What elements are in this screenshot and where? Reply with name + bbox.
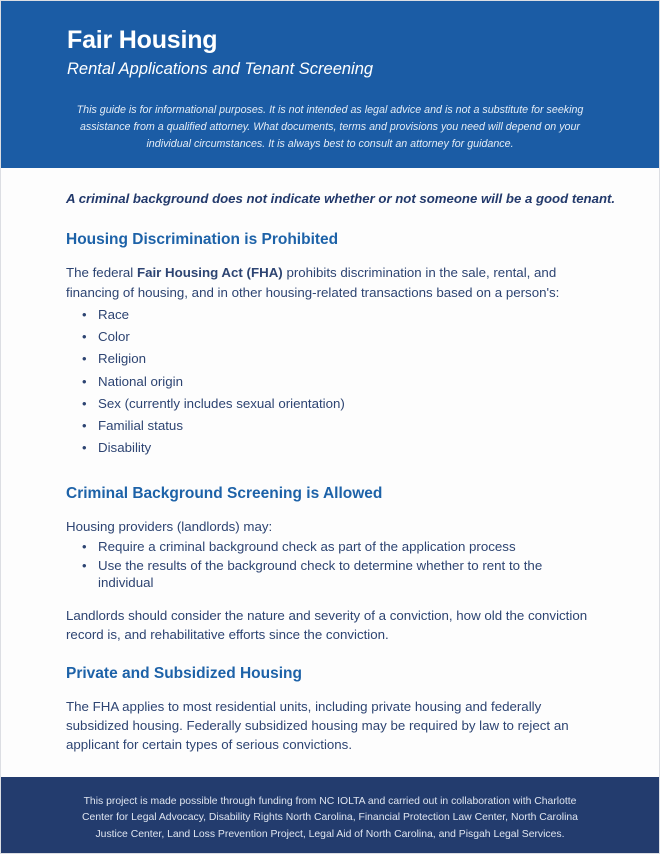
- document-content: [1, 168, 659, 777]
- paragraph-prefix: The federal: [66, 265, 137, 281]
- footer-credits-text: This project is made possible through funding from NC IOLTA and carried out in collaboration with Charlotte Center for Legal Advocacy, Disability Rights North Carolina, Financial Protection Law Center, North Carolina Justice Center, Land Loss Prevention Project, Legal Aid of North Carolina, and Pisgah Legal Services.: [82, 795, 578, 841]
- list-item: • Religion: [98, 350, 628, 372]
- paragraph-suffix: prohibits discrimination in the sale, rental, and financing of housing, and in other housing-related transactions based on a person's:: [66, 265, 560, 300]
- document-header-band: [1, 1, 659, 168]
- list-item: • Color: [98, 328, 628, 350]
- section-heading-housing-discrimination: Housing Discrimination is Prohibited: [66, 231, 339, 249]
- list-item: • Disability: [98, 439, 628, 461]
- list-item: • Require a criminal background check as part of the application process: [98, 538, 568, 557]
- content-bottom-spacer: [1, 755, 659, 777]
- section-heading-private-subsidized-housing: Private and Subsidized Housing: [66, 664, 302, 682]
- lead-statement: A criminal background does not indicate whether or not someone will be a good tenant.: [66, 190, 616, 206]
- list-item: • National origin: [98, 373, 628, 395]
- list-item: • Familial status: [98, 417, 628, 439]
- section-closing-paragraph-criminal-background: Landlords should consider the nature and severity of a conviction, how old the conviction record is, and rehabilitative efforts since the conviction.: [66, 608, 588, 643]
- section-paragraph-housing-discrimination: [66, 263, 596, 302]
- paragraph-bold-term: Fair Housing Act (FHA): [136, 265, 283, 281]
- landlord-allowed-actions-list: [1, 538, 628, 593]
- section-lead-in-criminal-background: Housing providers (landlords) may:: [66, 518, 273, 534]
- list-item: • Race: [98, 306, 628, 328]
- section-paragraph-private-subsidized-housing: The FHA applies to most residential units, including private housing and federally subsidized housing. Federally subsidized housing may be required by law to reject an applicant for certain types of serious convictions.: [66, 698, 569, 753]
- list-item: • Use the results of the background check to determine whether to rent to the individual: [98, 557, 568, 593]
- header-disclaimer: This guide is for informational purposes. It is not intended as legal advice and is not a substitute for seeking assistance from a qualified attorney. What documents, terms and provisions you need will depend on your individual circumstances. It is always best to consult an attorney for guidance.: [76, 103, 584, 151]
- document-footer-band: [1, 777, 659, 854]
- page-subtitle: Rental Applications and Tenant Screening: [67, 60, 374, 78]
- protected-classes-list: [1, 306, 628, 462]
- page-title: Fair Housing: [67, 26, 218, 54]
- list-item: • Sex (currently includes sexual orientation): [98, 395, 628, 417]
- section-heading-criminal-background-screening: Criminal Background Screening is Allowed: [66, 484, 383, 502]
